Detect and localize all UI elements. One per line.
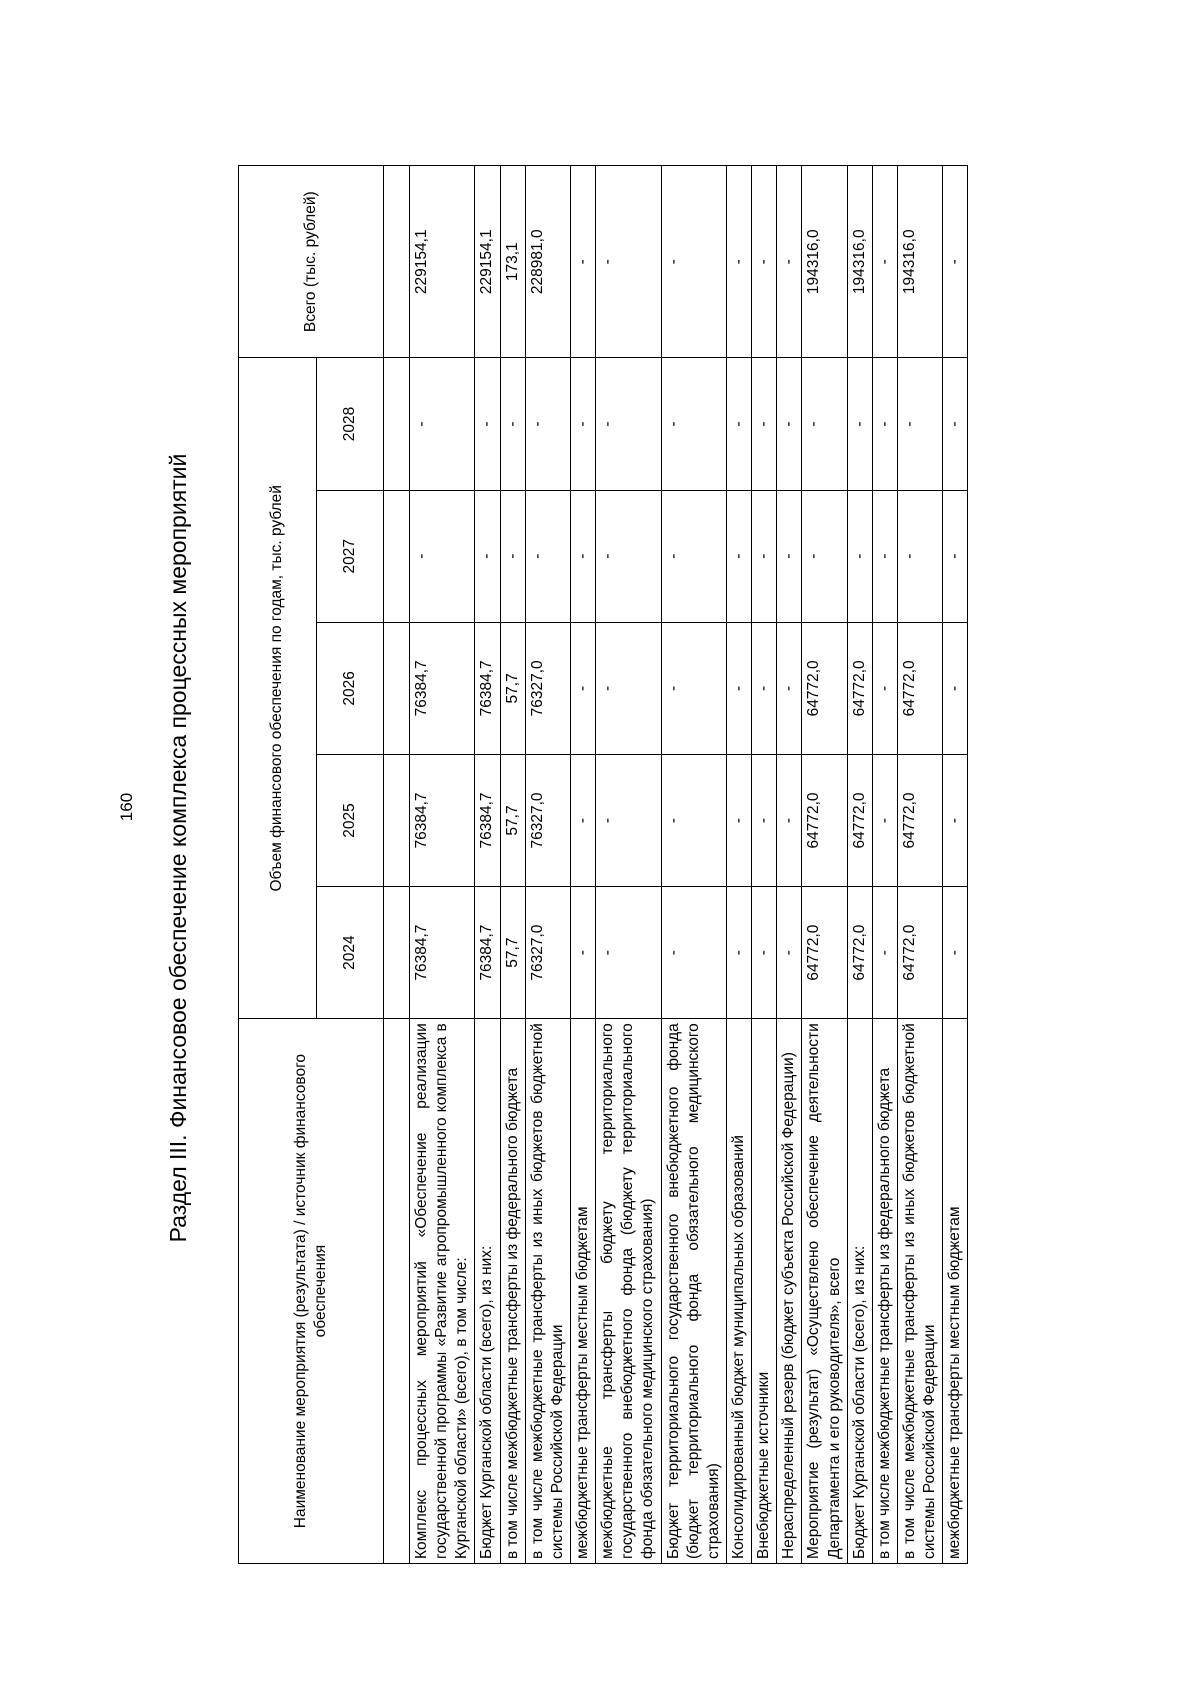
table-row <box>500 166 525 1564</box>
row-value: 76384,7 <box>475 754 500 886</box>
row-value: - <box>475 490 500 622</box>
row-value: - <box>777 490 802 622</box>
row-name: в том числе межбюджетные трансферты из иных бюджетов бюджетной системы Российской Федерации <box>525 1019 570 1564</box>
header-name-col: Наименование мероприятия (результата) / источник финансового обеспечения <box>239 1019 384 1564</box>
row-value: - <box>661 622 726 754</box>
table-row <box>475 166 500 1564</box>
row-value: 64772,0 <box>847 754 872 886</box>
table-row <box>410 166 475 1564</box>
table-row <box>943 166 968 1564</box>
row-value: - <box>752 490 777 622</box>
row-value: 76384,7 <box>410 622 475 754</box>
row-value: - <box>525 358 570 490</box>
header-total: Всего (тыс. рублей) <box>239 166 384 358</box>
row-value: - <box>943 887 968 1019</box>
row-value: - <box>872 754 897 886</box>
row-value: - <box>410 490 475 622</box>
row-value: - <box>596 358 661 490</box>
row-value: - <box>777 622 802 754</box>
row-total: 173,1 <box>500 166 525 358</box>
row-value: - <box>872 358 897 490</box>
row-total: - <box>570 166 595 358</box>
row-total: - <box>596 166 661 358</box>
row-value: - <box>661 754 726 886</box>
row-value: - <box>943 358 968 490</box>
row-value: - <box>500 490 525 622</box>
column-number <box>384 887 410 1019</box>
row-name: межбюджетные трансферты местным бюджетам <box>570 1019 595 1564</box>
row-name: межбюджетные трансферты местным бюджетам <box>943 1019 968 1564</box>
row-total: 194316,0 <box>802 166 847 358</box>
row-name: Бюджет Курганской области (всего), из них: <box>475 1019 500 1564</box>
row-value: - <box>596 887 661 1019</box>
row-value: - <box>752 754 777 886</box>
row-value: 64772,0 <box>847 887 872 1019</box>
row-value: - <box>525 490 570 622</box>
row-value: - <box>570 490 595 622</box>
row-value: - <box>570 358 595 490</box>
row-name: Нераспределенный резерв (бюджет субъекта Российской Федерации) <box>777 1019 802 1564</box>
row-value: - <box>872 622 897 754</box>
table-row <box>726 166 751 1564</box>
row-name: в том числе межбюджетные трансферты из иных бюджетов бюджетной системы Российской Федерации <box>897 1019 942 1564</box>
row-total: 229154,1 <box>410 166 475 358</box>
row-value: 57,7 <box>500 887 525 1019</box>
row-value: - <box>943 622 968 754</box>
row-name: в том числе межбюджетные трансферты из федерального бюджета <box>500 1019 525 1564</box>
row-value: - <box>777 887 802 1019</box>
financing-table <box>238 165 968 1564</box>
row-value: - <box>500 358 525 490</box>
row-value: 76384,7 <box>475 887 500 1019</box>
row-value: - <box>943 490 968 622</box>
row-name: Бюджет Курганской области (всего), из них: <box>847 1019 872 1564</box>
row-total: - <box>726 166 751 358</box>
section-title: Раздел III. Финансовое обеспечение комплекса процессных мероприятий <box>165 453 191 1243</box>
header-year: 2028 <box>317 358 384 490</box>
row-name: Мероприятие (результат) «Осуществлено обеспечение деятельности Департамента и его руководителя», всего <box>802 1019 847 1564</box>
row-value: - <box>777 358 802 490</box>
row-total: - <box>943 166 968 358</box>
row-value: - <box>897 490 942 622</box>
row-value: - <box>596 490 661 622</box>
row-value: 64772,0 <box>802 622 847 754</box>
table-row <box>525 166 570 1564</box>
row-value: - <box>897 358 942 490</box>
table-row <box>661 166 726 1564</box>
row-value: 76384,7 <box>410 754 475 886</box>
row-value: - <box>570 622 595 754</box>
row-value: - <box>570 887 595 1019</box>
table-row <box>777 166 802 1564</box>
row-value: - <box>752 358 777 490</box>
column-number <box>384 754 410 886</box>
row-total: - <box>777 166 802 358</box>
row-total: - <box>752 166 777 358</box>
row-value: - <box>475 358 500 490</box>
row-value: 76327,0 <box>525 622 570 754</box>
column-number <box>384 1019 410 1564</box>
row-value: - <box>661 490 726 622</box>
row-value: - <box>596 754 661 886</box>
row-value: 64772,0 <box>897 622 942 754</box>
row-total: 194316,0 <box>897 166 942 358</box>
row-value: 64772,0 <box>897 887 942 1019</box>
row-value: - <box>777 754 802 886</box>
row-name: Комплекс процессных мероприятий «Обеспечение реализации государственной программы «Развитие агропромышленного комплекса в Курганской области» (всего), в том числе: <box>410 1019 475 1564</box>
row-value: - <box>802 490 847 622</box>
row-value: - <box>802 358 847 490</box>
row-value: - <box>726 358 751 490</box>
row-value: - <box>872 887 897 1019</box>
table-row <box>897 166 942 1564</box>
table-row <box>570 166 595 1564</box>
row-value: - <box>752 887 777 1019</box>
row-name: межбюджетные трансферты бюджету территориального государственного внебюджетного фонда (бюджету территориального фонда обязательного медицинского страхования) <box>596 1019 661 1564</box>
row-value: - <box>596 622 661 754</box>
row-value: - <box>570 754 595 886</box>
header-by-year-group: Объем финансового обеспечения по годам, тыс. рублей <box>239 358 317 1019</box>
table-row <box>596 166 661 1564</box>
row-value: 76327,0 <box>525 754 570 886</box>
row-value: - <box>726 887 751 1019</box>
row-value: - <box>726 490 751 622</box>
column-number <box>384 490 410 622</box>
row-total: 229154,1 <box>475 166 500 358</box>
row-name: Бюджет территориального государственного внебюджетного фонда (бюджет территориального фонда обязательного медицинского страхования) <box>661 1019 726 1564</box>
row-value: - <box>661 887 726 1019</box>
column-number <box>384 622 410 754</box>
row-value: 64772,0 <box>802 887 847 1019</box>
row-value: 76384,7 <box>475 622 500 754</box>
row-name: Консолидированный бюджет муниципальных образований <box>726 1019 751 1564</box>
row-total: - <box>872 166 897 358</box>
header-year: 2025 <box>317 754 384 886</box>
row-value: - <box>726 754 751 886</box>
row-value: 57,7 <box>500 754 525 886</box>
row-value: 64772,0 <box>897 754 942 886</box>
row-value: - <box>661 358 726 490</box>
header-year: 2026 <box>317 622 384 754</box>
row-total: - <box>661 166 726 358</box>
row-value: - <box>872 490 897 622</box>
page-number: 160 <box>117 792 136 822</box>
row-value: 76327,0 <box>525 887 570 1019</box>
row-total: 228981,0 <box>525 166 570 358</box>
row-value: 64772,0 <box>847 622 872 754</box>
row-value: 57,7 <box>500 622 525 754</box>
row-value: - <box>726 622 751 754</box>
header-year: 2024 <box>317 887 384 1019</box>
row-name: Внебюджетные источники <box>752 1019 777 1564</box>
row-value: - <box>410 358 475 490</box>
row-value: 64772,0 <box>802 754 847 886</box>
table-row <box>802 166 847 1564</box>
row-value: - <box>847 490 872 622</box>
column-number-row <box>384 166 410 1564</box>
header-year: 2027 <box>317 490 384 622</box>
row-value: - <box>847 358 872 490</box>
table-row <box>752 166 777 1564</box>
row-value: 76384,7 <box>410 887 475 1019</box>
row-name: в том числе межбюджетные трансферты из федерального бюджета <box>872 1019 897 1564</box>
table-row <box>872 166 897 1564</box>
row-value: - <box>752 622 777 754</box>
row-value: - <box>943 754 968 886</box>
row-total: 194316,0 <box>847 166 872 358</box>
column-number <box>384 166 410 358</box>
column-number <box>384 358 410 490</box>
table-row <box>847 166 872 1564</box>
